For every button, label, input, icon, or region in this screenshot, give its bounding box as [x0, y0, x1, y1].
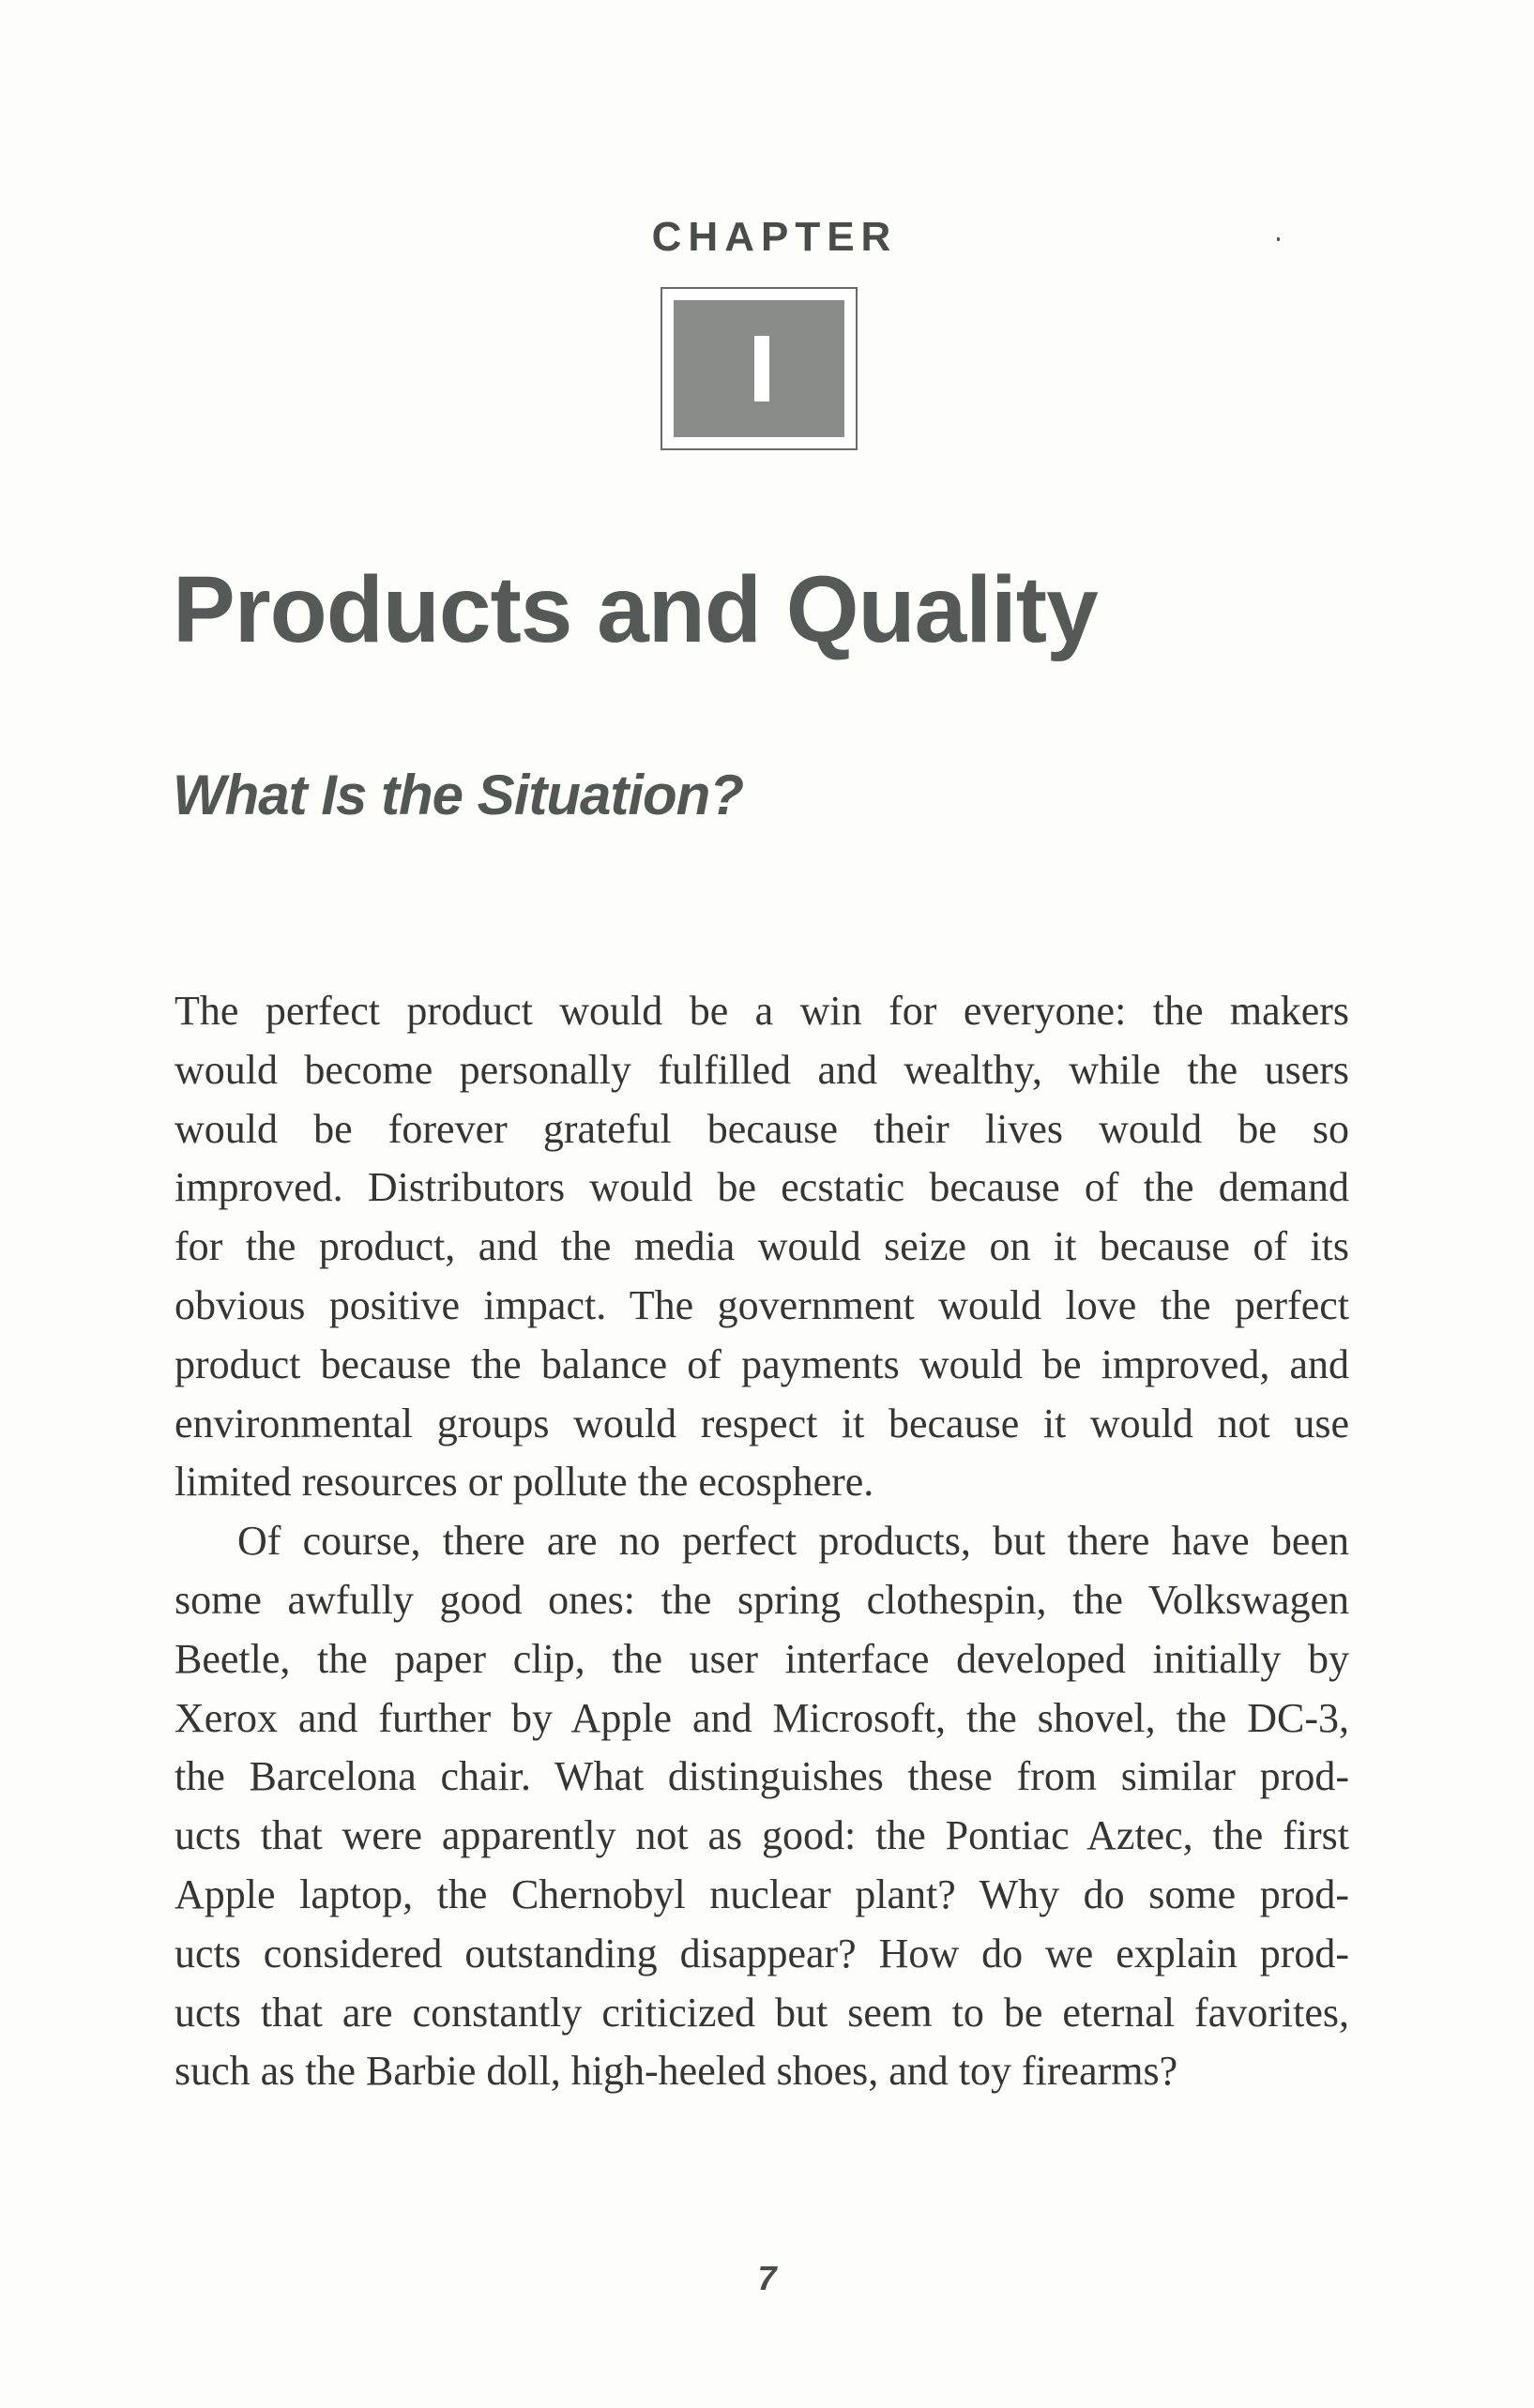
text-line: the Barcelona chair. What distinguishes these from similar prod- — [175, 1753, 1349, 1800]
text-line: limited resources or pollute the ecosphere. — [175, 1459, 874, 1506]
text-line: Apple laptop, the Chernobyl nuclear plant? Why do some prod- — [175, 1870, 1349, 1917]
text-line: ucts considered outstanding disappear? How do we explain prod- — [175, 1930, 1349, 1976]
page-number: 7 — [757, 2259, 777, 2297]
text-line: would be forever grateful because their lives would be so — [175, 1105, 1349, 1152]
text-line: would become personally fulfilled and wealthy, while the users — [175, 1046, 1349, 1093]
chapter-number-background — [674, 300, 844, 437]
text-line: for the product, and the media would seize on it because of its — [175, 1223, 1349, 1270]
paragraph-2 — [175, 1512, 1349, 2101]
text-line: such as the Barbie doll, high-heeled shoes, and toy firearms? — [175, 2048, 1178, 2095]
text-line: ucts that were apparently not as good: the Pontiac Aztec, the first — [175, 1812, 1349, 1859]
text-line: The perfect product would be a win for everyone: the makers — [175, 988, 1349, 1034]
text-line: Beetle, the paper clip, the user interface developed initially by — [175, 1635, 1349, 1682]
chapter-number — [674, 300, 675, 301]
chapter-title: Products and Quality — [173, 557, 1098, 662]
chapter-numeral-glyph — [754, 336, 769, 401]
chapter-label: CHAPTER — [651, 214, 898, 260]
text-line: some awfully good ones: the spring clothespin, the Volkswagen — [175, 1576, 1349, 1623]
text-line: ucts that are constantly criticized but seem to be eternal favorites, — [175, 1989, 1349, 2036]
text-line: Of course, there are no perfect products, but there have been — [237, 1518, 1349, 1565]
text-line: Xerox and further by Apple and Microsoft, the shovel, the DC-3, — [175, 1694, 1349, 1741]
text-line: obvious positive impact. The government would love the perfect — [175, 1281, 1349, 1328]
body-text — [175, 982, 1349, 2101]
chapter-number-box — [661, 287, 858, 450]
section-heading: What Is the Situation? — [173, 764, 743, 826]
text-line: improved. Distributors would be ecstatic because of the demand — [175, 1164, 1349, 1211]
text-line: environmental groups would respect it because it would not use — [175, 1400, 1349, 1446]
paragraph-1 — [175, 982, 1349, 1512]
text-line: product because the balance of payments would be improved, and — [175, 1340, 1349, 1387]
